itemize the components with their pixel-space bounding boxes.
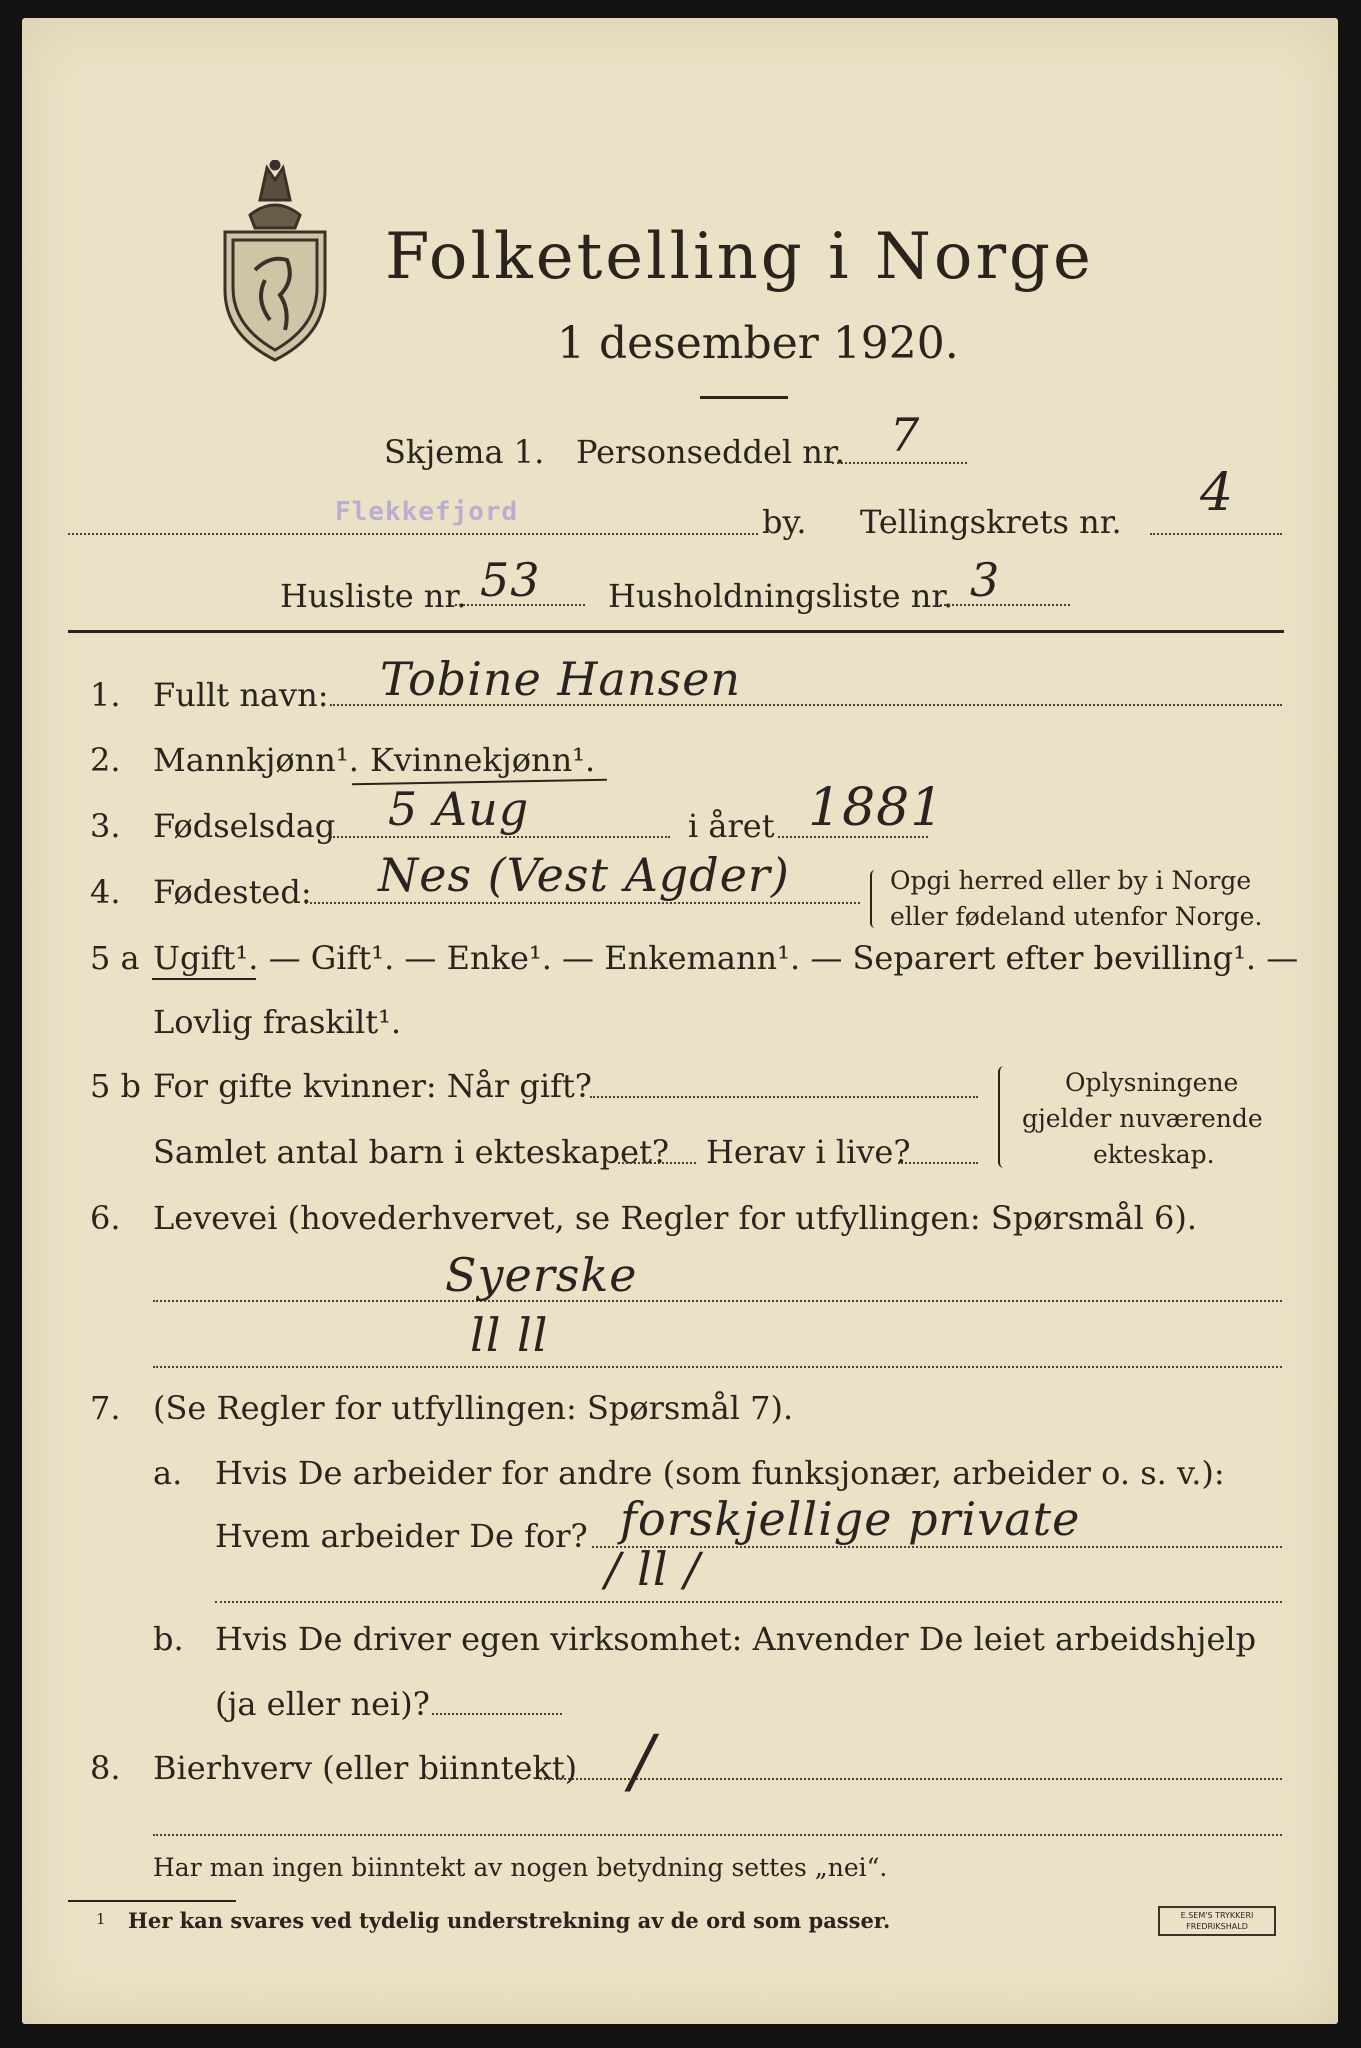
alive-line [898,1162,978,1164]
by-line [68,533,758,535]
tellingskrets-value[interactable]: 4 [1200,463,1235,523]
occupation-line-2 [153,1366,1282,1368]
q4-note-bracket [870,870,880,928]
year-label: i året [688,807,775,845]
q1-label: Fullt navn: [153,676,329,714]
q5b-number: 5 b [90,1067,142,1105]
occupation-line-1 [153,1300,1282,1302]
q5b-note-line1: Oplysningene [1065,1068,1239,1097]
q5a-number: 5 a [90,939,140,977]
personseddel-label: Personseddel nr. [576,433,845,471]
q5b-alive-label: Herav i live? [706,1133,911,1171]
by-stamp: Flekkefjord [335,497,519,527]
q6-label: Levevei (hovederhvervet, se Regler for utfyllingen: Spørsmål 6). [153,1199,1198,1237]
footnote-divider [68,1900,236,1902]
q2-male-option[interactable]: Mannkjønn¹. [153,741,359,779]
q4-note-line2: eller fødeland utenfor Norge. [890,902,1263,931]
tellingskrets-line [1150,533,1282,535]
side-income-line-2 [153,1834,1282,1836]
husholdning-label: Husholdningsliste nr. [608,577,954,615]
q5b-note-line2: gjelder nuværende [1022,1104,1263,1133]
q3-label: Fødselsdag [153,807,336,845]
q1-number: 1. [90,676,121,714]
q5b-when-married-label: For gifte kvinner: Når gift? [153,1067,592,1105]
ugift-underline [152,978,256,980]
q4-number: 4. [90,873,121,911]
personseddel-line [832,462,967,464]
q5b-note-line3: ekteskap. [1093,1140,1215,1169]
q8-number: 8. [90,1749,121,1787]
page-title: Folketelling i Norge [385,220,1094,294]
husliste-value[interactable]: 53 [480,553,541,607]
birthday-value[interactable]: 5 Aug [388,782,530,836]
footnote-text: Her kan svares ved tydelig understrekning av de ord som passer. [128,1908,891,1933]
q4-label: Fødested: [153,873,312,911]
q7a-letter: a. [153,1454,183,1492]
q7a-employer-label: Hvem arbeider De for? [215,1517,588,1555]
occupation-value[interactable]: Syerske [445,1248,638,1302]
q7-label: (Se Regler for utfyllingen: Spørsmål 7). [153,1389,794,1427]
by-label: by. [762,503,807,541]
when-married-line [590,1096,978,1098]
q5b-children-label: Samlet antal barn i ekteskapet? [153,1133,670,1171]
q2-female-option[interactable]: Kvinnekjønn¹. [370,741,596,779]
q4-note-line1: Opgi herred eller by i Norge [890,866,1252,895]
occupation-value-2[interactable]: ll ll [470,1308,549,1362]
q7a-question: Hvis De arbeider for andre (som funksjonær, arbeider o. s. v.): [215,1454,1225,1492]
skjema-label: Skjema 1. [384,433,545,471]
norway-coat-of-arms-icon [215,160,335,365]
q7b-line [432,1713,562,1715]
header-divider [68,630,1284,633]
year-value[interactable]: 1881 [808,778,945,838]
birthplace-value[interactable]: Nes (Vest Agder) [378,848,790,902]
printer-line2: FREDRIKSHALD [1186,1922,1248,1931]
children-line [618,1162,696,1164]
footnote-mark: 1 [96,1910,106,1928]
full-name-value[interactable]: Tobine Hansen [380,652,742,706]
q2-number: 2. [90,741,121,779]
printer-line1: E.SEM'S TRYKKERI [1180,1911,1254,1920]
employer-value-2[interactable]: / ll / [605,1542,701,1596]
q7-number: 7. [90,1389,121,1427]
birthplace-line [305,902,860,904]
census-date: 1 desember 1920. [557,318,959,369]
civil-status-divorced[interactable]: Lovlig fraskilt¹. [153,1003,402,1041]
q7b-letter: b. [153,1620,184,1658]
husliste-label: Husliste nr. [280,577,467,615]
employer-value[interactable]: forskjellige private [620,1492,1081,1546]
side-income-value[interactable]: / [630,1720,655,1802]
birthday-line [330,836,670,838]
printer-mark [1158,1906,1276,1936]
q5b-note-bracket [998,1066,1010,1168]
husholdning-value[interactable]: 3 [970,553,1001,607]
q7b-label: (ja eller nei)? [215,1685,430,1723]
title-divider [700,396,788,399]
tellingskrets-label: Tellingskrets nr. [860,503,1122,541]
employer-line-2 [215,1601,1282,1603]
personseddel-value[interactable]: 7 [890,408,921,462]
husholdning-line [935,604,1070,606]
q6-number: 6. [90,1199,121,1237]
civil-status-options[interactable]: Ugift¹. — Gift¹. — Enke¹. — Enkemann¹. — Separert efter bevilling¹. — [153,939,1299,977]
q7b-question: Hvis De driver egen virksomhet: Anvender De leiet arbeidshjelp [215,1620,1257,1658]
q3-number: 3. [90,807,121,845]
q8-label: Bierhverv (eller biinntekt) [153,1749,578,1787]
q8-note: Har man ingen biinntekt av nogen betydning settes „nei“. [153,1853,888,1882]
